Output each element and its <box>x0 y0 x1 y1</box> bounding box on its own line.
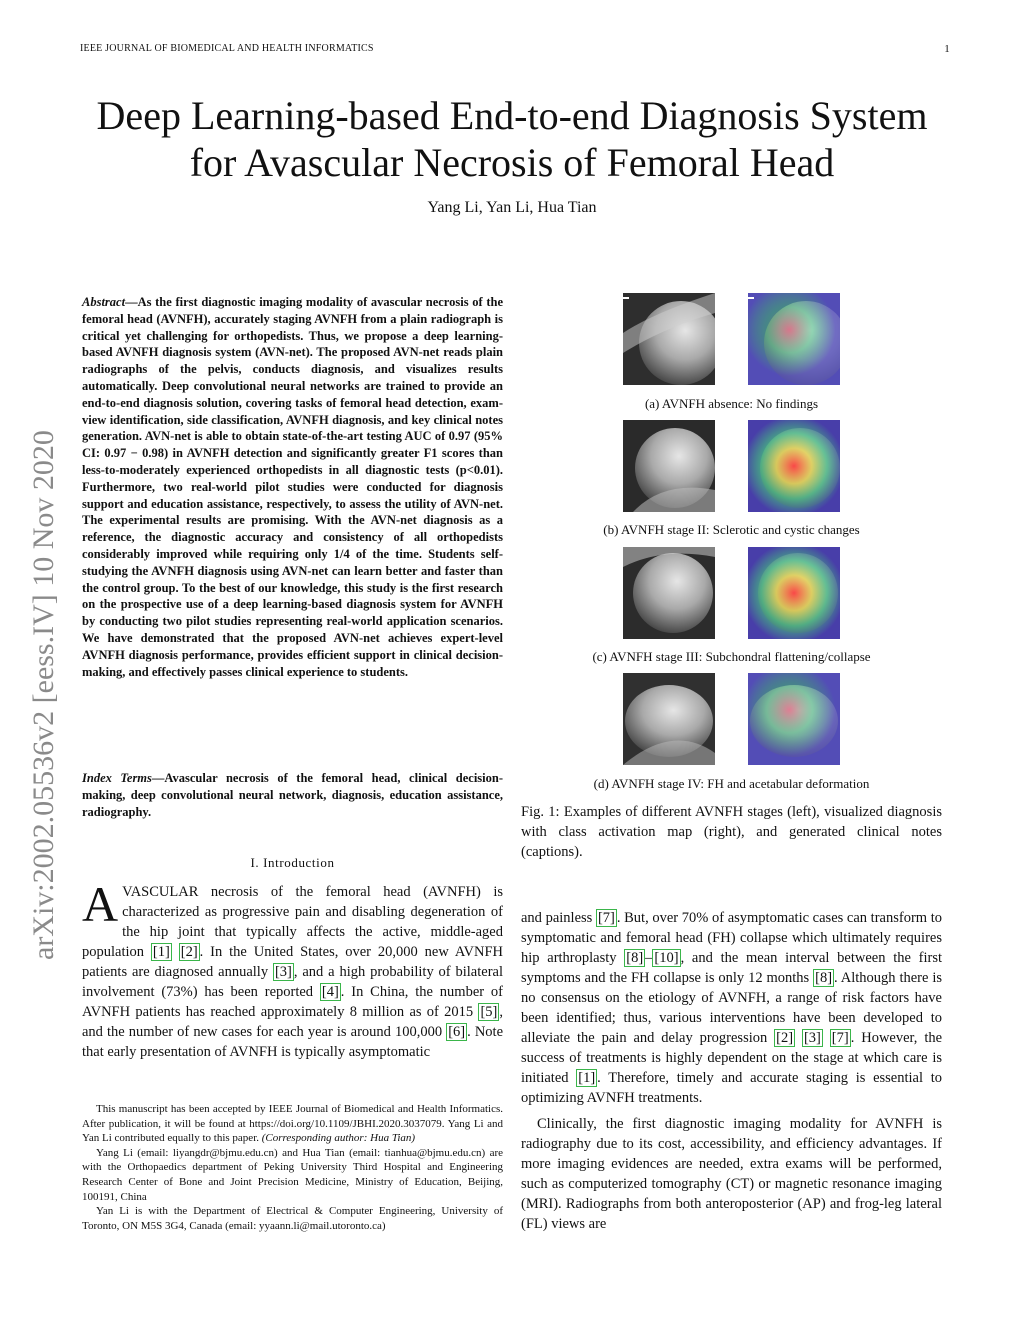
journal-name: IEEE JOURNAL OF BIOMEDICAL AND HEALTH INFORMATICS <box>80 43 374 54</box>
running-header <box>80 40 950 58</box>
footnote-manuscript <box>82 1102 503 1146</box>
corresponding-author: (Corresponding author: Hua Tian) <box>261 1132 416 1145</box>
subcaption-d: (d) AVNFH stage IV: FH and acetabular deformation <box>593 776 870 791</box>
radiograph-c <box>623 547 715 639</box>
abstract <box>82 294 503 680</box>
subcaption-b: (b) AVNFH stage II: Sclerotic and cystic changes <box>603 522 860 537</box>
subcaption-a: (a) AVNFH absence: No findings <box>644 396 819 411</box>
cam-overlay-c <box>748 547 840 639</box>
cam-image-b <box>748 420 840 512</box>
radiograph-b <box>623 420 715 512</box>
radiograph-image-c <box>623 547 715 639</box>
body-text: . But, over 70% of asymptomatic cases can transform to symptomatic and femoral head (FH) collapse which ultimately requires hip arthroplasty <box>521 910 942 966</box>
cam-image-c <box>748 547 840 639</box>
body-text: . However, the success of treatments is highly dependent on the stage at which care is initiated <box>521 1030 943 1086</box>
intro-text: , and the number of new cases for each year is around 100,000 <box>82 1004 503 1040</box>
citation-link[interactable]: [2] <box>776 1030 794 1046</box>
citation-link[interactable]: [8] <box>626 950 644 966</box>
body-paragraph: Clinically, the first diagnostic imaging modality for AVNFH is radiography due to its cost, accessibility, and efficiency advantages. If more imaging evidences are needed, extra exams will be performed, such as computerized tomography (CT) or magnetic resonance imaging (MRI). Radiographs from both anteroposterior (AP) and frog-leg lateral (FL) views are <box>521 1116 942 1232</box>
body-text <box>823 1030 830 1046</box>
radiograph-a <box>623 293 715 385</box>
citation-link[interactable]: [3] <box>803 1030 821 1046</box>
body-text <box>795 1030 802 1046</box>
intro-text <box>172 944 179 960</box>
citation-link[interactable]: [4] <box>321 984 339 1000</box>
body-text: . Therefore, timely and accurate staging is essential to optimizing AVNFH treatments. <box>521 1070 942 1106</box>
intro-text: . In the United States, over 20,000 new AVNFH patients are diagnosed annually <box>82 944 503 980</box>
author-list: Yang Li, Yan Li, Hua Tian <box>427 199 597 216</box>
citation-link[interactable]: [5] <box>480 1004 498 1020</box>
figure-caption: Fig. 1: Examples of different AVNFH stages (left), visualized diagnosis with class activation map (right), and generated clinical notes (captions). <box>521 804 942 860</box>
citation-link[interactable]: [1] <box>578 1070 596 1086</box>
radiograph-d <box>623 673 715 765</box>
paper-title <box>60 92 964 186</box>
page-number: 1 <box>944 43 950 55</box>
radiograph-image-d <box>623 673 715 765</box>
abstract-text: —As the first diagnostic imaging modality of avascular necrosis of the femoral head (AVNFH), accurately staging AVNFH from a plain radiograph is critical yet challenging for orthopedists. Thus, we propose a deep learning-based AVNFH diagnosis system (AVN-net). The proposed AVN-net reads plain radiographs of the pelvis, conducts diagnosis, and visualizes results automatically. Deep convolutional neural networks are trained to provide an end-to-end diagnosis solution, covering tasks of femoral head detection, exam-view identification, side classification, AVNFH diagnosis, and key clinical notes generation. AVN-net is able to obtain state-of-the-art testing AUC of 0.97 (95% CI: 0.97 − 0.98) in AVNFH detection and significantly greater F1 scores than less-to-moderately experienced orthopedists in all diagnostic tests (p<0.01). Furthermore, two real-world pilot studies were conducted for diagnosis support and education assistance, respectively, to assess the utility of AVN-net. The experimental results are promising. With the AVN-net diagnosis as a reference, the diagnostic accuracy and consistency of all orthopedists considerably improved while requiring only 1/4 of the time. Students self-studying the AVNFH diagnosis using AVN-net can learn better and faster than the control group. To the best of our knowledge, this study is the first research on the prospective use of a deep learning-based diagnosis system for AVNFH by conducting two pilot studies representing real-world application scenarios. We have demonstrated that the proposed AVN-net achieves expert-level AVNFH diagnosis performance, provides efficient support in clinical decision-making, and effectively passes clinical experience to students. <box>82 295 503 679</box>
citation-link[interactable]: [6] <box>448 1024 466 1040</box>
right-column-body <box>521 908 942 1240</box>
body-text: and painless <box>521 910 596 926</box>
body-text: , and the mean interval between the first symptoms and the FH collapse is only 12 months <box>521 950 942 986</box>
citation-link[interactable]: [7] <box>831 1030 849 1046</box>
body-paragraph <box>521 908 942 1108</box>
title-line-2: for Avascular Necrosis of Femoral Head <box>189 140 835 185</box>
citation-link[interactable]: [1] <box>152 944 170 960</box>
intro-text: . In China, the number of AVNFH patients has reached approximately 8 million as of 2015 <box>82 984 503 1020</box>
title-line-1: Deep Learning-based End-to-end Diagnosis System <box>96 93 928 138</box>
footnote-affiliation-1: Yang Li (email: liyangdr@bjmu.edu.cn) and Hua Tian (email: tianhua@bjmu.edu.cn) are with the Orthopaedics department of Peking University Third Hospital and Engineering Research Center of Bone and Joint Precision Medicine, Ministry of Education, Beijing, 100191, China <box>82 1146 503 1203</box>
radiograph-image-b <box>623 420 715 512</box>
section-heading: I. Introduction <box>250 855 335 870</box>
index-terms <box>82 770 503 820</box>
citation-link[interactable]: [8] <box>815 970 833 986</box>
cam-image-d <box>748 673 840 765</box>
citation-link[interactable]: [7] <box>597 910 615 926</box>
footnote <box>82 1102 503 1233</box>
intro-text: , and a high probability of bilateral involvement (73%) has been reported <box>82 964 503 1000</box>
cam-image-a <box>748 293 840 385</box>
introduction-paragraph <box>82 876 503 1062</box>
cam-overlay-d <box>748 673 840 765</box>
intro-text: VASCULAR necrosis of the femoral head (AVNFH) is characterized as progressive pain and disabling degeneration of the hip joint that typically affects the active, middle-aged population <box>82 884 503 960</box>
footnote-text: This manuscript has been accepted by IEEE Journal of Biomedical and Health Informatics. After publication, it will be found at https://doi.org/10.1109/JBHI.2020.3037079. Yang Li and Yan Li contributed equally to this paper. <box>82 1103 503 1145</box>
intro-text: . Note that early presentation of AVNFH is typically asymptomatic <box>82 1024 503 1060</box>
cam-overlay-a <box>748 293 840 385</box>
index-terms-label: Index Terms <box>82 771 152 785</box>
abstract-label: Abstract <box>82 295 126 309</box>
drop-cap: A <box>82 876 119 932</box>
citation-link[interactable]: [2] <box>180 944 198 960</box>
footnote-affiliation-2: Yan Li is with the Department of Electrical & Computer Engineering, University of Toronto, ON M5S 3G4, Canada (email: yyaann.li@mail.utoronto.ca) <box>82 1205 503 1232</box>
arxiv-identifier: arXiv:2002.05536v2 [eess.IV] 10 Nov 2020 <box>27 430 60 960</box>
image-marker <box>623 297 629 299</box>
subcaption-c: (c) AVNFH stage III: Subchondral flattening/collapse <box>592 649 871 664</box>
body-text: . Although there is no consensus on the etiology of AVNFH, a range of risk factors have been identified; thus, various interventions have been developed to alleviate the pain and delay progression <box>521 970 942 1046</box>
citation-link[interactable]: [3] <box>274 964 292 980</box>
index-terms-text: —Avascular necrosis of the femoral head, clinical decision-making, deep convolutional neural network, diagnosis, education assistance, radiography. <box>82 771 503 819</box>
radiograph-image-a <box>623 293 715 385</box>
cam-overlay-b <box>748 420 840 512</box>
image-marker <box>748 297 754 299</box>
citation-link[interactable]: [10] <box>654 950 679 966</box>
body-text: – <box>645 950 653 966</box>
